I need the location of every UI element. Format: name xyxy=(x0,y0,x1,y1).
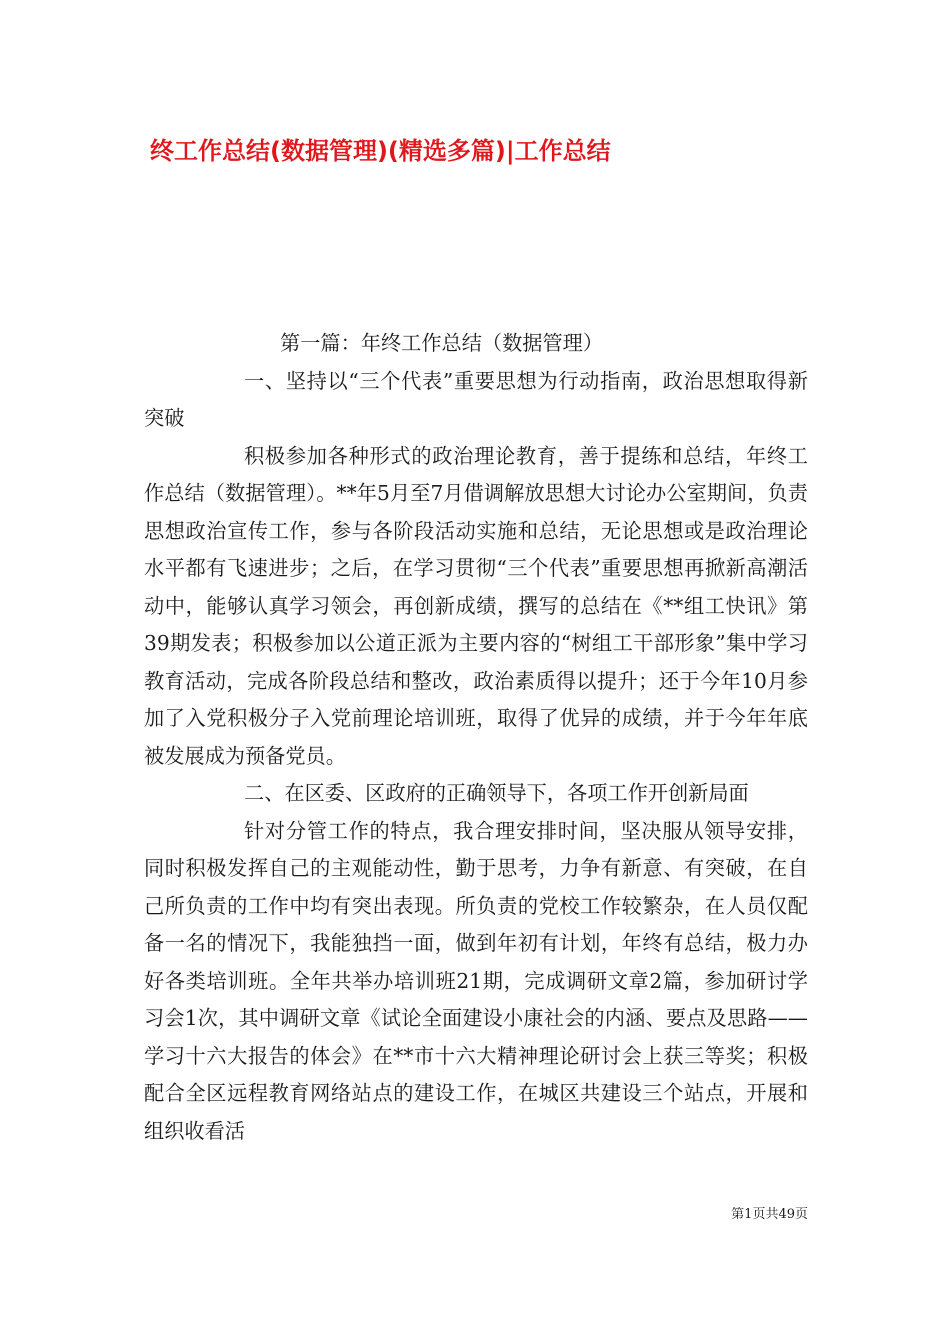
page-number: 第1页共49页 xyxy=(731,1207,808,1222)
paragraph-2: 针对分管工作的特点，我合理安排时间，坚决服从领导安排，同时积极发挥自己的主观能动性，勤于思考，力争有新意、有突破，在自己所负责的工作中均有突出表现。所负责的党校工作较繁杂，在人员仅配备一名的情况下，我能独挡一面，做到年初有计划，年终有总结，极力办好各类培训班。全年共举办培训班21期，完成调研文章2篇，参加研讨学习会1次，其中调研文章《试论全面建设小康社会的内涵、要点及思路——学习十六大报告的体会》在**市十六大精神理论研讨会上获三等奖；积极配合全区远程教育网络站点的建设工作，在城区共建设三个站点，开展和组织收看活 xyxy=(144,818,808,1143)
paragraph-heading-2: 二、在区委、区政府的正确领导下，各项工作开创新局面 xyxy=(244,781,749,805)
paragraph-heading-1: 一、坚持以“三个代表”重要思想为行动指南，政治思想取得新突破 xyxy=(144,368,808,430)
document-body xyxy=(144,325,808,1150)
paragraph-1: 积极参加各种形式的政治理论教育，善于提练和总结，年终工作总结（数据管理）。**年5月至7月借调解放思想大讨论办公室期间，负责思想政治宣传工作，参与各阶段活动实施和总结，无论思想或是政治理论水平都有飞速进步；之后，在学习贯彻“三个代表”重要思想再掀新高潮活动中，能够认真学习领会，再创新成绩，撰写的总结在《**组工快讯》第39期发表；积极参加以公道正派为主要内容的“树组工干部形象”集中学习教育活动，完成各阶段总结和整改，政治素质得以提升；还于今年10月参加了入党积极分子入党前理论培训班，取得了优异的成绩，并于今年年底被发展成为预备党员。 xyxy=(144,443,808,768)
section-heading: 第一篇：年终工作总结（数据管理） xyxy=(280,331,604,355)
document-title: 终工作总结(数据管理)(精选多篇)|工作总结 xyxy=(150,137,611,165)
